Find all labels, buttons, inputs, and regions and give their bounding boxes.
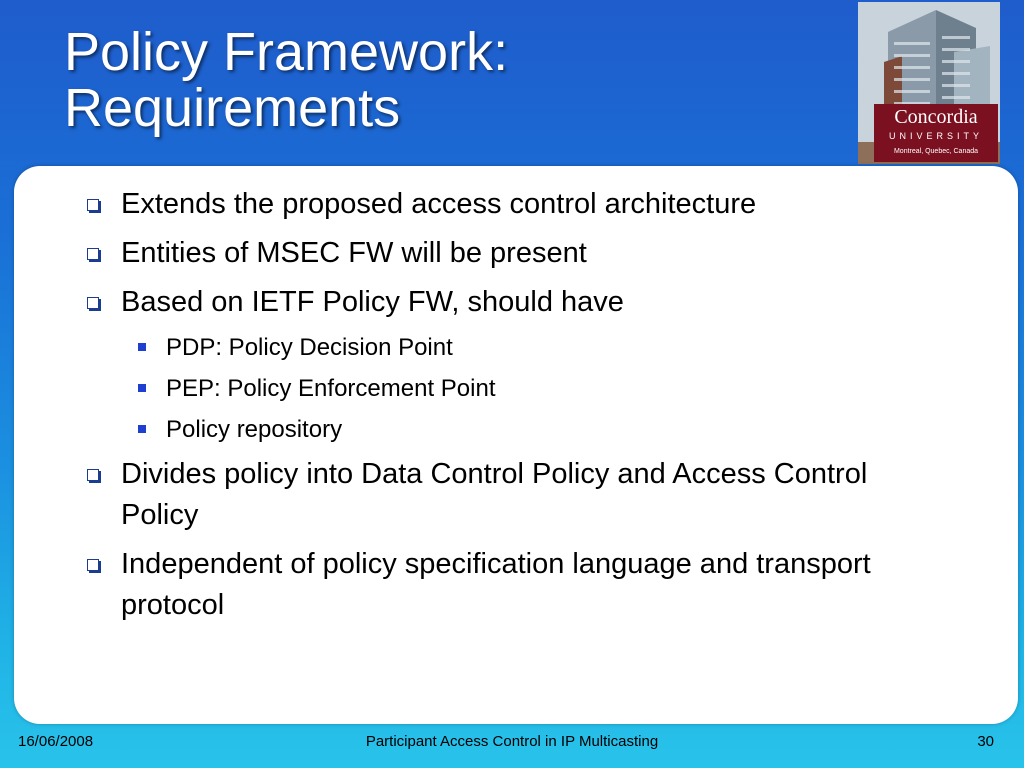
sub-bullet-text: Policy repository (166, 416, 343, 443)
filled-square-bullet-icon (138, 343, 146, 351)
hollow-square-bullet-icon (87, 559, 99, 571)
logo-university-name: Concordia (894, 106, 978, 128)
sub-bullet-item (14, 331, 1018, 364)
footer-page-number: 30 (977, 733, 994, 750)
bullet-item (14, 233, 1018, 274)
bullet-item (14, 282, 1018, 323)
slide-title-line-2: Requirements (64, 78, 401, 138)
footer-title: Participant Access Control in IP Multicasting (365, 733, 659, 750)
logo-banner (874, 104, 998, 162)
footer-date: 16/06/2008 (18, 733, 94, 750)
sub-bullet-text: PDP: Policy Decision Point (166, 334, 453, 361)
bullet-item (14, 544, 1018, 626)
filled-square-bullet-icon (138, 425, 146, 433)
hollow-square-bullet-icon (87, 469, 99, 481)
slide-title-line-1: Policy Framework: (64, 22, 509, 82)
sub-bullet-item (14, 413, 1018, 446)
bullet-text: Extends the proposed access control architecture (121, 188, 757, 220)
sub-bullet-text: PEP: Policy Enforcement Point (166, 375, 496, 402)
slide-title (64, 24, 844, 136)
filled-square-bullet-icon (138, 384, 146, 392)
content-panel (14, 166, 1018, 724)
bullet-list (14, 184, 1018, 634)
bullet-text: Divides policy into Data Control Policy and Access Control Policy (121, 458, 868, 531)
logo-location: Montreal, Quebec, Canada (893, 148, 979, 155)
hollow-square-bullet-icon (87, 199, 99, 211)
logo-university-label: UNIVERSITY (888, 131, 983, 141)
bullet-text: Entities of MSEC FW will be present (121, 237, 587, 269)
sub-bullet-item (14, 372, 1018, 405)
hollow-square-bullet-icon (87, 248, 99, 260)
bullet-item (14, 454, 1018, 536)
bullet-text: Based on IETF Policy FW, should have (121, 286, 624, 318)
bullet-text: Independent of policy specification language and transport protocol (121, 548, 871, 621)
hollow-square-bullet-icon (87, 297, 99, 309)
concordia-logo (858, 2, 1000, 164)
bullet-item (14, 184, 1018, 225)
